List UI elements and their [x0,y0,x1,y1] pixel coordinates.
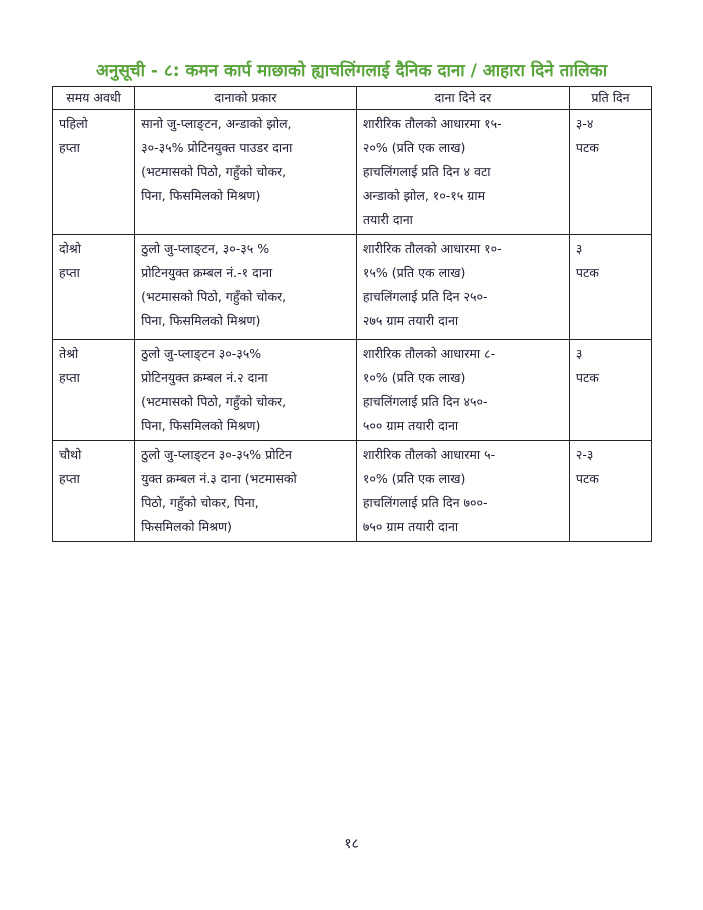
cell-line: हप्ता [59,265,80,280]
page-number: १८ [344,836,359,852]
cell-line: पिना, फिसमिलको मिश्रण) [141,418,261,433]
cell-per-day [569,441,651,542]
cell-period [53,235,135,340]
cell-line: हप्ता [59,140,80,155]
table-row [53,110,652,235]
table-row [53,441,652,542]
cell-feed-rate [356,235,569,340]
cell-line: ठुलो जु-प्लाङ्टन ३०-३५% प्रोटिन [141,447,292,462]
cell-line: (भटमासको पिठो, गहुँको चोकर, [141,394,287,409]
cell-feed-type [135,441,357,542]
feeding-schedule-table [52,86,652,542]
cell-feed-type [135,340,357,441]
cell-line: तेश्रो [59,346,79,361]
cell-line: २०% (प्रति एक लाख) [362,140,466,155]
cell-line: ठुलो जु-प्लाङ्टन, ३०-३५ % [141,241,270,256]
cell-line: पिना, फिसमिलको मिश्रण) [141,188,261,203]
cell-line: (भटमासको पिठो, गहुँको चोकर, [141,289,287,304]
cell-line: २७५ ग्राम तयारी दाना [362,313,459,328]
cell-line: १०% (प्रति एक लाख) [362,370,466,385]
header-period: समय अवधी [53,87,135,110]
cell-line: शारीरिक तौलको आधारमा १५- [362,116,502,131]
cell-line: पिठो, गहुँको चोकर, पिना, [141,495,259,510]
cell-line: हाचलिंगलाई प्रति दिन ४५०- [362,394,488,409]
cell-line: ७५० ग्राम तयारी दाना [362,519,459,534]
cell-line: ३ [575,241,583,256]
cell-line: प्रोटिनयुक्त क्रम्बल नं.-१ दाना [141,265,273,280]
cell-line: हाचलिंगलाई प्रति दिन ७००- [362,495,488,510]
cell-line: अन्डाको झोल, १०-१५ ग्राम [362,188,486,203]
cell-line: ३०-३५% प्रोटिनयुक्त पाउडर दाना [141,140,293,155]
table-row [53,340,652,441]
cell-line: २-३ [575,447,594,462]
cell-feed-rate [356,340,569,441]
cell-period [53,340,135,441]
cell-per-day [569,340,651,441]
cell-line: शारीरिक तौलको आधारमा ८- [362,346,496,361]
cell-line: हाचलिंगलाई प्रति दिन २५०- [362,289,488,304]
cell-line: पटक [575,471,599,486]
cell-line: ३ [575,346,583,361]
cell-line: चौथो [59,447,82,462]
cell-line: दोश्रो [59,241,81,256]
table-row [53,235,652,340]
cell-per-day [569,110,651,235]
cell-line: (भटमासको पिठो, गहुँको चोकर, [141,164,287,179]
cell-line: पटक [575,370,599,385]
cell-line: पटक [575,265,599,280]
cell-line: सानो जु-प्लाङ्टन, अन्डाको झोल, [141,116,292,131]
cell-line: पटक [575,140,599,155]
cell-per-day [569,235,651,340]
cell-period [53,441,135,542]
cell-period [53,110,135,235]
cell-feed-type [135,110,357,235]
header-per-day: प्रति दिन [569,87,651,110]
cell-line: युक्त क्रम्बल नं.३ दाना (भटमासको [141,471,297,486]
header-feed-rate: दाना दिने दर [356,87,569,110]
cell-feed-rate [356,441,569,542]
cell-line: फिसमिलको मिश्रण) [141,519,232,534]
header-feed-type: दानाको प्रकार [135,87,357,110]
cell-line: शारीरिक तौलको आधारमा ५- [362,447,496,462]
cell-line: ३-४ [575,116,594,131]
cell-line: पहिलो [59,116,88,131]
cell-line: तयारी दाना [362,212,413,227]
cell-feed-rate [356,110,569,235]
cell-line: १५% (प्रति एक लाख) [362,265,466,280]
table-header-row [53,87,652,110]
cell-line: हप्ता [59,370,80,385]
page-title: अनुसूची - ८: कमन कार्प माछाको ह्याचलिंगलाई दैनिक दाना / आहारा दिने तालिका [95,61,608,81]
cell-line: १०% (प्रति एक लाख) [362,471,466,486]
cell-line: हप्ता [59,471,80,486]
cell-line: शारीरिक तौलको आधारमा १०- [362,241,502,256]
cell-line: पिना, फिसमिलको मिश्रण) [141,313,261,328]
cell-line: हाचलिंगलाई प्रति दिन ४ वटा [362,164,491,179]
cell-line: ठुलो जु-प्लाङ्टन ३०-३५% [141,346,262,361]
cell-feed-type [135,235,357,340]
cell-line: ५०० ग्राम तयारी दाना [362,418,459,433]
cell-line: प्रोटिनयुक्त क्रम्बल नं.२ दाना [141,370,268,385]
